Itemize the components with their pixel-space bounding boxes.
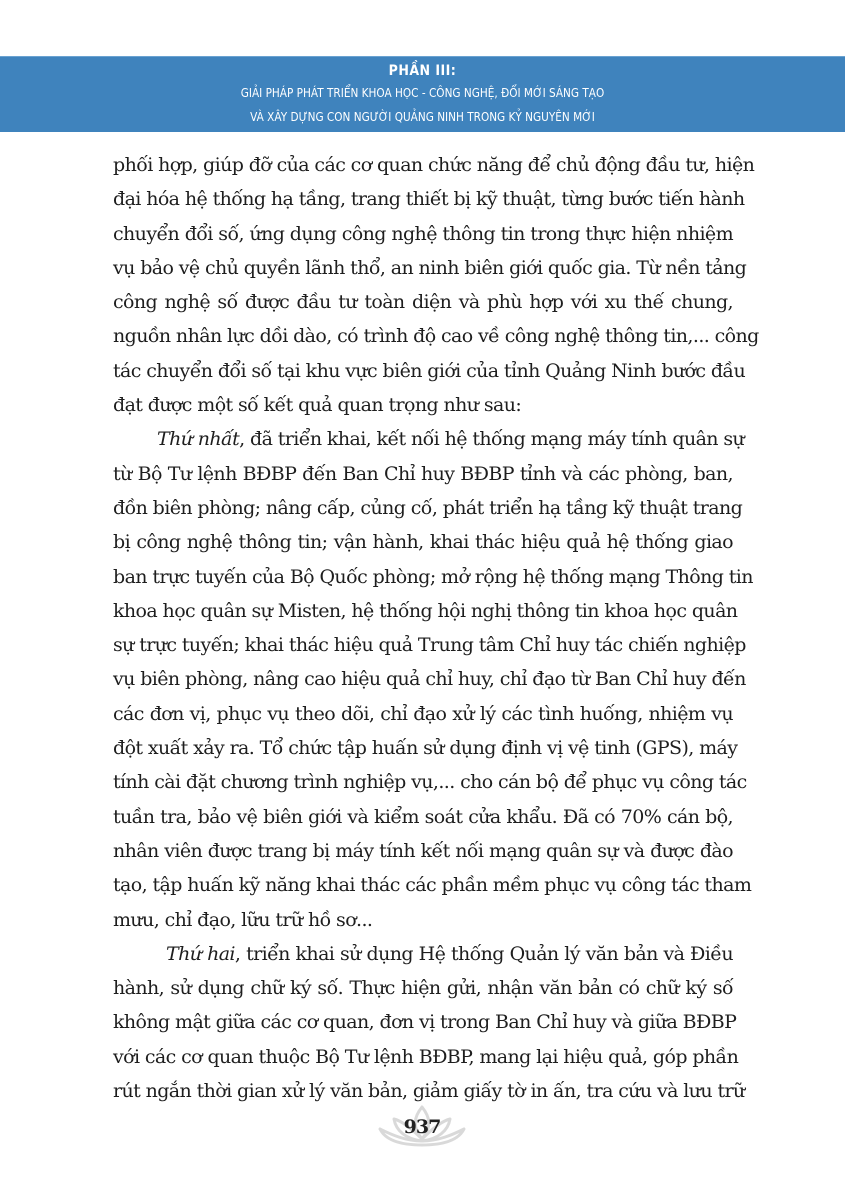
lead-term: Thứ nhất: [157, 428, 240, 451]
text-line: sự trực tuyến; khai thác hiệu quả Trung tâm Chỉ huy tác chiến nghiệp: [113, 634, 746, 657]
text-line: đại hóa hệ thống hạ tầng, trang thiết bị kỹ thuật, từng bước tiến hành: [113, 188, 745, 211]
text-line: các đơn vị, phục vụ theo dõi, chỉ đạo xử lý các tình huống, nhiệm vụ: [113, 702, 733, 725]
text-line: chuyển đổi số, ứng dụng công nghệ thông tin trong thực hiện nhiệm: [113, 222, 733, 245]
paragraph-intro: [113, 148, 759, 422]
text-line: nhân viên được trang bị máy tính kết nối mạng quân sự và được đào: [113, 839, 733, 862]
text-line: mưu, chỉ đạo, lữu trữ hồ sơ...: [113, 908, 373, 931]
text-line: ban trực tuyến của Bộ Quốc phòng; mở rộng hệ thống mạng Thông tin: [113, 565, 753, 588]
body-text: [113, 148, 759, 1108]
text-line-first: [113, 937, 733, 971]
lead-rest: , triển khai sử dụng Hệ thống Quản lý văn bản và Điều: [234, 942, 733, 965]
paragraph-thu-hai: [113, 937, 745, 1108]
text-line: tác chuyển đổi số tại khu vực biên giới của tỉnh Quảng Ninh bước đầu: [113, 359, 746, 382]
part-label: PHẦN III:: [388, 63, 457, 79]
text-line: không mật giữa các cơ quan, đơn vị trong Ban Chỉ huy và giữa BĐBP: [113, 1011, 737, 1034]
paragraph-thu-nhat: [113, 422, 753, 936]
text-line: đồn biên phòng; nâng cấp, củng cố, phát triển hạ tầng kỹ thuật trang: [113, 496, 743, 519]
lead-term: Thứ hai: [166, 942, 235, 965]
section-title-line-2: VÀ XÂY DỰNG CON NGƯỜI QUẢNG NINH TRONG KỶ NGUYÊN MỚI: [250, 109, 595, 124]
text-line: vụ biên phòng, nâng cao hiệu quả chỉ huy, chỉ đạo từ Ban Chỉ huy đến: [113, 668, 746, 691]
text-line: hành, sử dụng chữ ký số. Thực hiện gửi, nhận văn bản có chữ ký số: [113, 977, 733, 1000]
text-line-first: [113, 422, 745, 456]
text-line: từ Bộ Tư lệnh BĐBP đến Ban Chỉ huy BĐBP tỉnh và các phòng, ban,: [113, 462, 733, 485]
section-header-banner: [0, 56, 845, 132]
text-line: công nghệ số được đầu tư toàn diện và phù hợp với xu thế chung,: [113, 291, 733, 314]
section-title-line-1: GIẢI PHÁP PHÁT TRIỂN KHOA HỌC - CÔNG NGHỆ, ĐỔI MỚI SÁNG TẠO: [240, 85, 605, 100]
text-line: tính cài đặt chương trình nghiệp vụ,... cho cán bộ để phục vụ công tác: [113, 771, 747, 794]
text-line: đạt được một số kết quả quan trọng như sau:: [113, 394, 522, 417]
page-footer: [372, 1103, 472, 1149]
text-line: tuần tra, bảo vệ biên giới và kiểm soát cửa khẩu. Đã có 70% cán bộ,: [113, 805, 733, 828]
text-line: nguồn nhân lực dồi dào, có trình độ cao về công nghệ thông tin,... công: [113, 325, 759, 348]
text-line: đột xuất xảy ra. Tổ chức tập huấn sử dụng định vị vệ tinh (GPS), máy: [113, 737, 738, 760]
text-line: với các cơ quan thuộc Bộ Tư lệnh BĐBP, mang lại hiệu quả, góp phần: [113, 1045, 739, 1068]
text-line: khoa học quân sự Misten, hệ thống hội nghị thông tin khoa học quân: [113, 599, 738, 622]
lead-rest: , đã triển khai, kết nối hệ thống mạng máy tính quân sự: [239, 428, 745, 451]
text-line: vụ bảo vệ chủ quyền lãnh thổ, an ninh biên giới quốc gia. Từ nền tảng: [113, 256, 747, 279]
text-line: phối hợp, giúp đỡ của các cơ quan chức năng để chủ động đầu tư, hiện: [113, 154, 755, 176]
text-line: rút ngắn thời gian xử lý văn bản, giảm giấy tờ in ấn, tra cứu và lưu trữ: [113, 1080, 745, 1103]
page-number: 937: [403, 1116, 441, 1138]
text-line: tạo, tập huấn kỹ năng khai thác các phần mềm phục vụ công tác tham: [113, 874, 752, 897]
text-line: bị công nghệ thông tin; vận hành, khai thác hiệu quả hệ thống giao: [113, 531, 733, 554]
